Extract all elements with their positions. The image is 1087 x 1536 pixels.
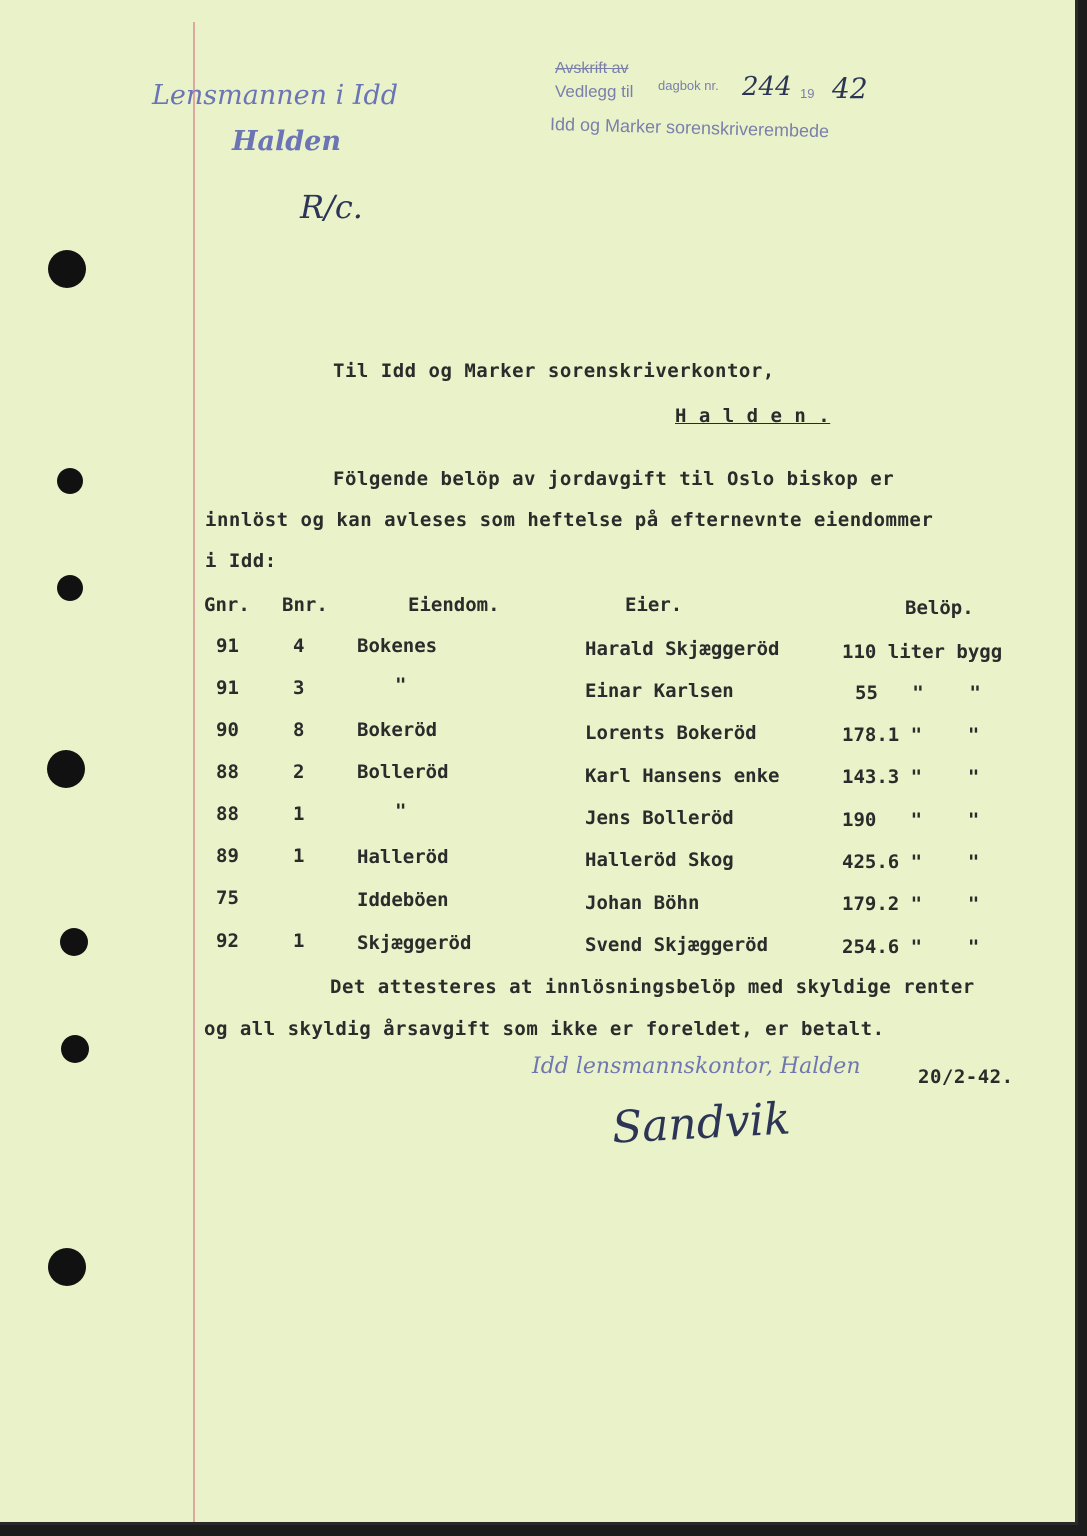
- cell-belop: 190 " ": [842, 809, 980, 831]
- body-line: i Idd:: [205, 550, 277, 572]
- cell-gnr: 91: [216, 677, 239, 699]
- punch-hole: [47, 750, 85, 788]
- cell-eier: Svend Skjæggeröd: [585, 934, 769, 956]
- registry-year: 42: [832, 72, 868, 105]
- cell-gnr: 89: [216, 845, 239, 867]
- cell-eier: Einar Karlsen: [585, 680, 734, 702]
- closing-date: 20/2-42.: [918, 1066, 1014, 1088]
- cell-eiendom: ": [395, 800, 407, 822]
- punch-hole: [48, 250, 86, 288]
- cell-gnr: 75: [216, 887, 239, 909]
- punch-hole: [57, 575, 83, 601]
- column-header-gnr: Gnr.: [204, 594, 250, 616]
- attest-line: Det attesteres at innlösningsbelöp med skyldige renter: [330, 976, 975, 998]
- cell-eiendom: Bolleröd: [357, 761, 449, 783]
- cell-belop: 55 " ": [855, 682, 981, 704]
- cell-bnr: 2: [293, 761, 305, 783]
- punch-hole: [61, 1035, 89, 1063]
- cell-eier: Karl Hansens enke: [585, 765, 780, 787]
- registry-stamp-prefix2: Vedlegg til: [555, 82, 634, 101]
- punch-hole: [60, 928, 88, 956]
- cell-eier: Jens Bolleröd: [585, 807, 734, 829]
- cell-gnr: 90: [216, 719, 239, 741]
- cell-belop: 254.6 " ": [842, 936, 980, 958]
- cell-belop: 178.1 " ": [842, 724, 980, 746]
- body-line: Fölgende belöp av jordavgift til Oslo biskop er: [333, 468, 895, 490]
- column-header-eiendom: Eiendom.: [408, 594, 500, 616]
- registry-stamp-prefix1: Avskrift av: [555, 60, 629, 77]
- cell-eiendom: Bokeröd: [357, 719, 438, 741]
- cell-gnr: 91: [216, 635, 239, 657]
- registry-number: 244: [742, 72, 792, 102]
- column-header-eier: Eier.: [625, 594, 683, 616]
- cell-bnr: 1: [293, 930, 305, 952]
- office-closing-stamp: Idd lensmannskontor, Halden: [532, 1054, 861, 1079]
- cell-eier: Harald Skjæggeröd: [585, 638, 780, 660]
- cell-eiendom: Skjæggeröd: [357, 932, 472, 954]
- registry-stamp-dagbok: dagbok nr.: [658, 78, 719, 93]
- cell-gnr: 88: [216, 803, 239, 825]
- registry-year-prefix: 19: [800, 86, 815, 101]
- cell-eier: Lorents Bokeröd: [585, 722, 757, 744]
- attest-line: og all skyldig årsavgift som ikke er foreldet, er betalt.: [204, 1018, 885, 1040]
- cell-gnr: 92: [216, 930, 239, 952]
- cell-bnr: 4: [293, 635, 305, 657]
- recipient-city: H a l d e n .: [675, 405, 831, 427]
- cell-belop: 425.6 " ": [842, 851, 980, 873]
- handwritten-signature: Sandvik: [610, 1093, 792, 1154]
- cell-eiendom: Bokenes: [357, 635, 438, 657]
- cell-belop: 143.3 " ": [842, 766, 980, 788]
- punch-hole: [48, 1248, 86, 1286]
- cell-belop: 110 liter bygg: [842, 641, 1003, 663]
- punch-hole: [57, 468, 83, 494]
- cell-eiendom: ": [395, 674, 407, 696]
- office-stamp-line2: Halden: [232, 126, 341, 157]
- office-stamp-line1: Lensmannen i Idd: [152, 80, 399, 111]
- cell-bnr: 1: [293, 845, 305, 867]
- cell-eiendom: Iddeböen: [357, 889, 449, 911]
- cell-eier: Halleröd Skog: [585, 849, 734, 871]
- column-header-belop: Belöp.: [905, 597, 974, 619]
- cell-bnr: 8: [293, 719, 305, 741]
- margin-line: [193, 22, 195, 1522]
- cell-belop: 179.2 " ": [842, 893, 980, 915]
- cell-eier: Johan Böhn: [585, 892, 700, 914]
- registry-stamp-office: Idd og Marker sorenskriverembede: [549, 114, 830, 142]
- cell-bnr: 1: [293, 803, 305, 825]
- column-header-bnr: Bnr.: [282, 594, 328, 616]
- cell-bnr: 3: [293, 677, 305, 699]
- body-line: innlöst og kan avleses som heftelse på efternevnte eiendommer: [205, 509, 934, 531]
- recipient-line: Til Idd og Marker sorenskriverkontor,: [333, 360, 775, 382]
- handwritten-initials: R/c.: [300, 188, 363, 226]
- cell-eiendom: Halleröd: [357, 846, 449, 868]
- cell-gnr: 88: [216, 761, 239, 783]
